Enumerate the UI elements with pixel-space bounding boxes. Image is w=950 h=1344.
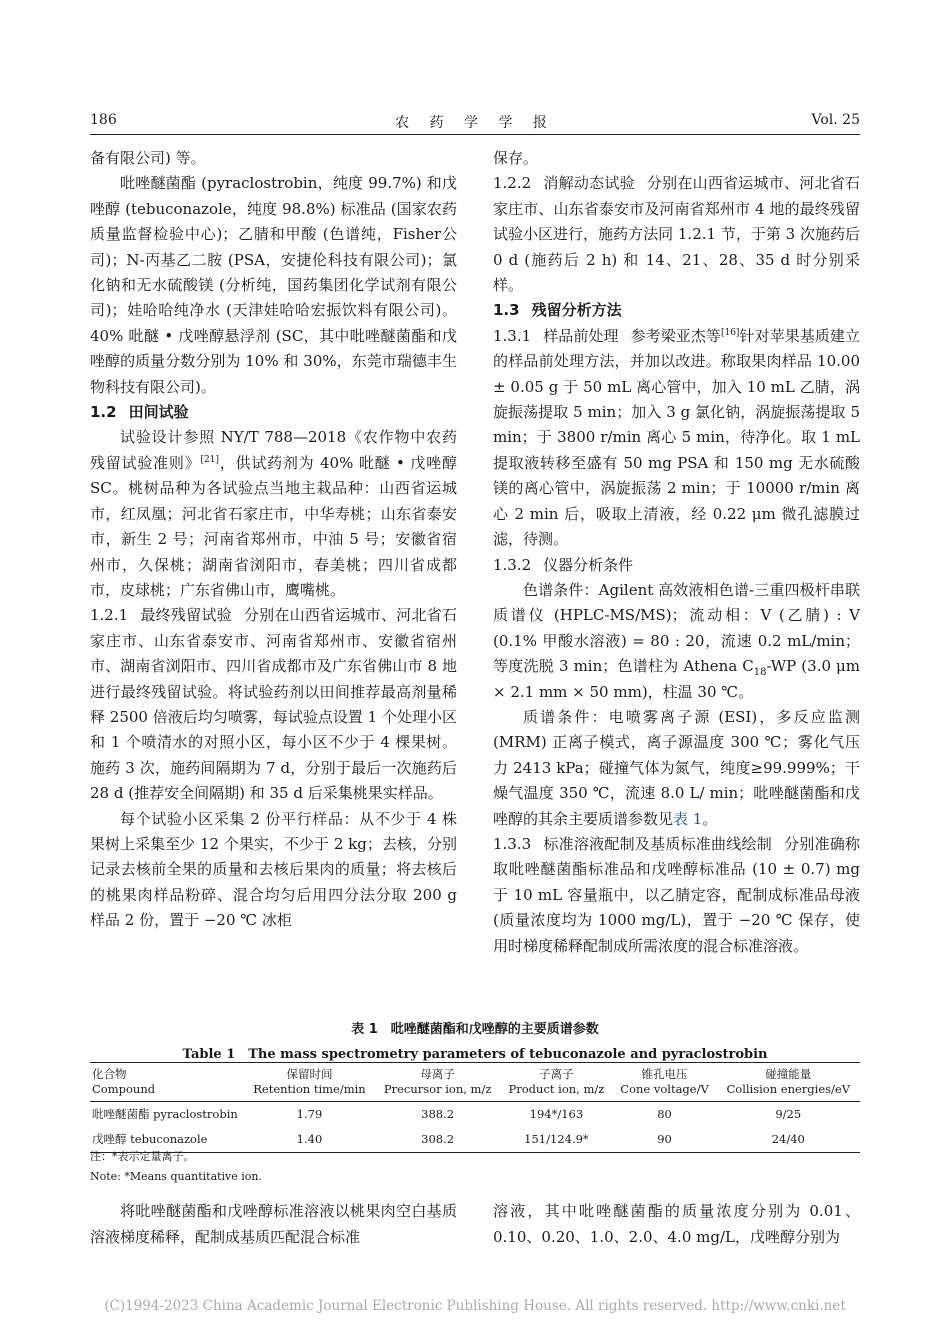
header-rule: [90, 134, 860, 135]
col-header: 碰撞能量 Collision energies/eV: [717, 1063, 860, 1102]
section-heading-1-3: 1.3 残留分析方法: [493, 301, 622, 320]
bottom-right-text: 溶液，其中吡唑醚菌酯的质量浓度分别为 0.01、0.10、0.20、1.0、2.0、4.0 mg/L，戊唑醇分别为: [493, 1202, 860, 1246]
section-heading-1-2: 1.2 田间试验: [90, 403, 189, 422]
subsection-heading: 最终残留试验: [140, 606, 232, 625]
table-link[interactable]: 表 1: [673, 809, 703, 828]
paragraph-1-3-3: 1.3.3 标准溶液配制及基质标准曲线绘制 分别准确称取吡唑醚菌酯标准品和戊唑醇标准品 (10 ± 0.7) mg 于 10 mL 容量瓶中，以乙腈定容，配制成标准品母液 (质量浓度均为 1000 mg/L)，置于 −20 ℃ 保存，使用时梯度稀释配制成所需浓度的混合标准溶液。: [493, 834, 860, 955]
volume-label: Vol. 25: [811, 112, 860, 128]
paragraph-1-2-1: 1.2.1 最终残留试验 分别在山西省运城市、河北省石家庄市、山东省泰安市、河南省郑州市、安徽省宿州市、湖南省浏阳市、四川省成都市及广东省佛山市 8 地进行最终残留试验。将试验药剂以田间推荐最高剂量稀释 2500 倍液后均匀喷雾，每试验点设置 1 个处理小区和 1 个喷清水的对照小区，每小区不少于 4 棵果树。施药 3 次，施药间隔期为 7 d，分别于最后一次施药后 28 d (推荐安全间隔期) 和 35 d 后采集桃果实样品。: [90, 606, 457, 803]
left-column: [90, 146, 457, 934]
table-row: 戊唑醇 tebuconazole 1.40 308.2 151/124.9* 90 24/40: [90, 1127, 860, 1153]
col-header: 化合物 Compound: [90, 1063, 244, 1102]
bottom-left-text: 将吡唑醚菌酯和戊唑醇标准溶液以桃果肉空白基质溶液梯度稀释，配制成基质匹配混合标准: [90, 1202, 457, 1246]
col-header: 子离子 Product ion, m/z: [500, 1063, 612, 1102]
paragraph: 保存。: [493, 149, 539, 167]
col-header: 锥孔电压 Cone voltage/V: [613, 1063, 717, 1102]
copyright-footer: (C)1994-2023 China Academic Journal Electronic Publishing House. All rights reserved. http://www.cnki.net: [104, 1298, 846, 1314]
citation-ref[interactable]: [21]: [200, 454, 219, 465]
subsection-heading: 消解动态试验: [543, 174, 635, 193]
col-header: 母离子 Precursor ion, m/z: [375, 1063, 500, 1102]
paragraph: 吡唑醚菌酯 (pyraclostrobin，纯度 99.7%) 和戊唑醇 (tebuconazole，纯度 98.8%) 标准品 (国家农药质量监督检验中心)；乙腈和甲酸 (色谱纯，Fisher公司)；N-丙基乙二胺 (PSA，安捷伦科技有限公司)；氯化钠和无水硫酸镁 (分析纯，国药集团化学试剂有限公司)；娃哈哈纯净水 (天津娃哈哈宏振饮料有限公司)。40% 吡醚 • 戊唑醇悬浮剂 (SC，其中吡唑醚菌酯和戊唑醇的质量分数分别为 10% 和 30%，东莞市瑞德丰生物科技有限公司)。: [90, 174, 457, 396]
subsection-heading: 标准溶液配制及基质标准曲线绘制: [543, 834, 773, 853]
running-header: [90, 112, 860, 134]
table-caption-cn: 表 1 吡唑醚菌酯和戊唑醇的主要质谱参数: [351, 1022, 599, 1037]
table-note-en: Note: *Means quantitative ion.: [90, 1170, 263, 1183]
col-header: 保留时间 Retention time/min: [244, 1063, 375, 1102]
subsection-heading: 仪器分析条件: [543, 555, 634, 574]
paragraph: 色谱条件：Agilent 高效液相色谱-三重四极杆串联质谱仪 (HPLC-MS/MS)；流动相：V (乙腈) : V (0.1% 甲酸水溶液) = 80 : 20，流速 0.2 mL/min；等度洗脱 3 min；色谱柱为 Athena $C_{18}-WP$ (3.0 μm × 2.1 mm × 50 mm)，柱温 30 ℃。: [493, 580, 860, 701]
paragraph: 试验设计参照 NY/T 788—2018《农作物中农药残留试验准则》[21]，供试药剂为 40% 吡醚 • 戊唑醇 SC。桃树品种为各试验点当地主栽品种：山西省运城市，红凤凰；河北省石家庄市，中华寿桃；山东省泰安市，新生 2 号；河南省郑州市，中油 5 号；安徽省宿州市，久保桃；湖南省浏阳市，春美桃；四川省成都市，皮球桃；广东省佛山市，鹰嘴桃。: [90, 428, 457, 599]
paragraph-1-3-2-heading: 1.3.2 仪器分析条件: [493, 555, 634, 574]
paragraph: 每个试验小区采集 2 份平行样品：从不少于 4 株果树上采集至少 12 个果实，不少于 2 kg；去核，分别记录去核前全果的质量和去核后果肉的质量；将去核后的桃果肉样品粉碎、混合均匀后用四分法分取 200 g 样品 2 份，置于 −20 ℃ 冰柜: [90, 809, 457, 930]
right-column: [493, 146, 860, 959]
citation-ref[interactable]: [16]: [720, 327, 740, 338]
subsection-heading: 样品前处理: [543, 326, 619, 345]
table-caption-en: Table 1 The mass spectrometry parameters of tebuconazole and pyraclostrobin: [182, 1047, 768, 1062]
paragraph-1-3-1: 1.3.1 样品前处理 参考梁亚杰等[16]针对苹果基质建立的样品前处理方法，并加以改进。称取果肉样品 10.00 ± 0.05 g 于 50 mL 离心管中，加入 10 mL 乙腈，涡旋振荡提取 5 min；加入 3 g 氯化钠，涡旋振荡提取 5 min；于 3800 r/min 离心 5 min，待净化。取 1 mL 提取液转移至盛有 50 mg PSA 和 150 mg 无水硫酸镁的离心管中，涡旋振荡 2 min；于 10000 r/min 离心 2 min 后，吸取上清液，经 0.22 μm 微孔滤膜过滤，待测。: [493, 326, 860, 549]
paragraph: 备有限公司) 等。: [90, 149, 206, 167]
table-note-cn: 注：*表示定量离子。: [90, 1150, 195, 1163]
table-header-row: [90, 1063, 860, 1102]
ms-parameters-table: [90, 1062, 860, 1153]
page-number: 186: [90, 112, 117, 128]
table-row: 吡唑醚菌酯 pyraclostrobin 1.79 388.2 194*/163 80 9/25: [92, 1107, 802, 1121]
paragraph-1-2-2: 1.2.2 消解动态试验 分别在山西省运城市、河北省石家庄市、山东省泰安市及河南省郑州市 4 地的最终残留试验小区进行，施药方法同 1.2.1 节，于第 3 次施药后 0 d (施药后 2 h) 和 14、21、28、35 d 时分别采样。: [493, 174, 860, 295]
journal-title: 农 药 学 学 报: [395, 115, 555, 131]
paragraph: 质谱条件：电喷雾离子源 (ESI)，多反应监测 (MRM) 正离子模式，离子源温度 300 ℃；雾化气压力 2413 kPa；碰撞气体为氮气，纯度≥99.999%；干燥气温度 350 ℃，流速 8.0 L/ min；吡唑醚菌酯和戊唑醇的其余主要质谱参数见表 1。: [493, 707, 860, 828]
